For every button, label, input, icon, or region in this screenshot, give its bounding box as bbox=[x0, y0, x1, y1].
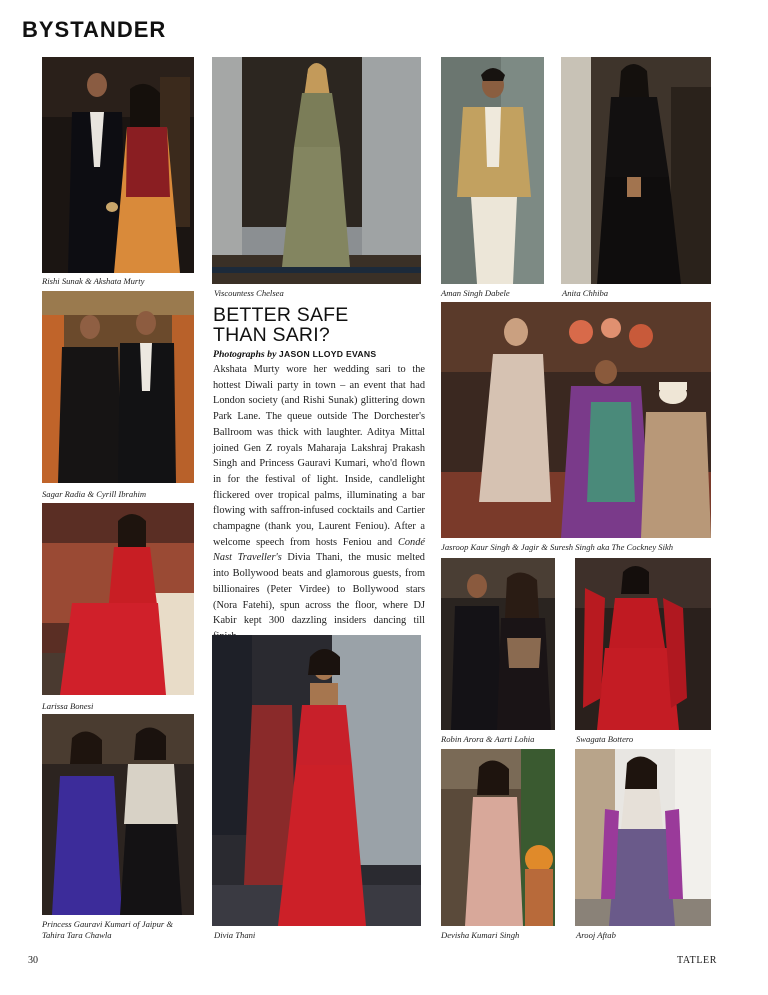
body-italic: Condé Nast Traveller's bbox=[213, 536, 425, 564]
photo-sagar-cyrill bbox=[42, 291, 194, 483]
photo-larissa-bonesi bbox=[42, 503, 194, 695]
caption-rishi-akshata: Rishi Sunak & Akshata Murty bbox=[42, 276, 145, 286]
caption-sagar-cyrill: Sagar Radia & Cyrill Ibrahim bbox=[42, 489, 147, 499]
photo-robin-aarti bbox=[441, 558, 555, 730]
caption-gauravi-line-2: Tahira Tara Chawla bbox=[42, 930, 112, 940]
photo-devisha-kumari-singh bbox=[441, 749, 555, 926]
article-body bbox=[213, 362, 425, 645]
page-number: 30 bbox=[28, 955, 38, 966]
caption-arooj-aftab: Arooj Aftab bbox=[576, 930, 616, 940]
photo-arooj-aftab bbox=[575, 749, 711, 926]
photo-rishi-akshata bbox=[42, 57, 194, 273]
caption-anita-chhiba: Anita Chhiba bbox=[562, 288, 609, 298]
photo-viscountess-chelsea bbox=[212, 57, 421, 284]
caption-divia-thani: Divia Thani bbox=[214, 930, 256, 940]
caption-robin-aarti: Robin Arora & Aarti Lohia bbox=[441, 734, 535, 744]
caption-devisha-kumari-singh: Devisha Kumari Singh bbox=[441, 930, 520, 940]
caption-gauravi-line-1: Princess Gauravi Kumari of Jaipur & bbox=[42, 919, 174, 929]
caption-aman-singh-dabele: Aman Singh Dabele bbox=[441, 288, 510, 298]
credit-name: JASON LLOYD EVANS bbox=[278, 349, 377, 359]
body-part-1: Akshata Murty wore her wedding sari to the hottest Diwali party in town – an event that had London society (and Rishi Sunak) glittering down Park Lane. The queue outside The Dorchester's Ballroom was thick with laughter. Aditya Mittal joined Gen Z royals Maharaja Lakshraj Prakash Singh and Princess Gauravi Kumari, who'd flown in for the festival of light. Inside, candlelight flickered over tropical palms, illuminating a bar flowing with saffron-infused cocktails and Cartier champagne (thank you, Laurent Feniou). After a welcome speech from hosts Feniou and bbox=[213, 364, 425, 548]
headline-line-2: THAN SARI? bbox=[213, 324, 330, 346]
photo-credit bbox=[213, 349, 423, 360]
caption-larissa-bonesi: Larissa Bonesi bbox=[42, 701, 94, 711]
caption-gauravi-tahira bbox=[42, 919, 173, 941]
caption-viscountess-chelsea: Viscountess Chelsea bbox=[214, 288, 284, 298]
photo-jasroop-jagir-suresh bbox=[441, 302, 711, 538]
body-part-2: Divia Thani, the music melted into Bollywood beats and glamorous guests, from billionaires (Peter Virdee) to Bollywood stars (Nora Fatehi), spun across the floor, where DJ Kabir kept 300 dazzling insiders dancing till bbox=[213, 552, 425, 627]
headline-line-1: BETTER SAFE bbox=[213, 304, 349, 326]
photo-anita-chhiba bbox=[561, 57, 711, 284]
caption-jasroop-jagir-suresh: Jasroop Kaur Singh & Jagir & Suresh Singh aka The Cockney Sikh bbox=[441, 542, 674, 552]
caption-swagata-bottero: Swagata Bottero bbox=[576, 734, 634, 744]
photo-divia-thani bbox=[212, 635, 421, 926]
magazine-name: TATLER bbox=[677, 955, 718, 966]
article-headline bbox=[213, 305, 428, 345]
photo-aman-singh-dabele bbox=[441, 57, 544, 284]
photo-gauravi-tahira bbox=[42, 714, 194, 915]
credit-label: Photographs by bbox=[213, 349, 277, 360]
photo-swagata-bottero bbox=[575, 558, 711, 730]
section-title: BYSTANDER bbox=[22, 17, 167, 42]
